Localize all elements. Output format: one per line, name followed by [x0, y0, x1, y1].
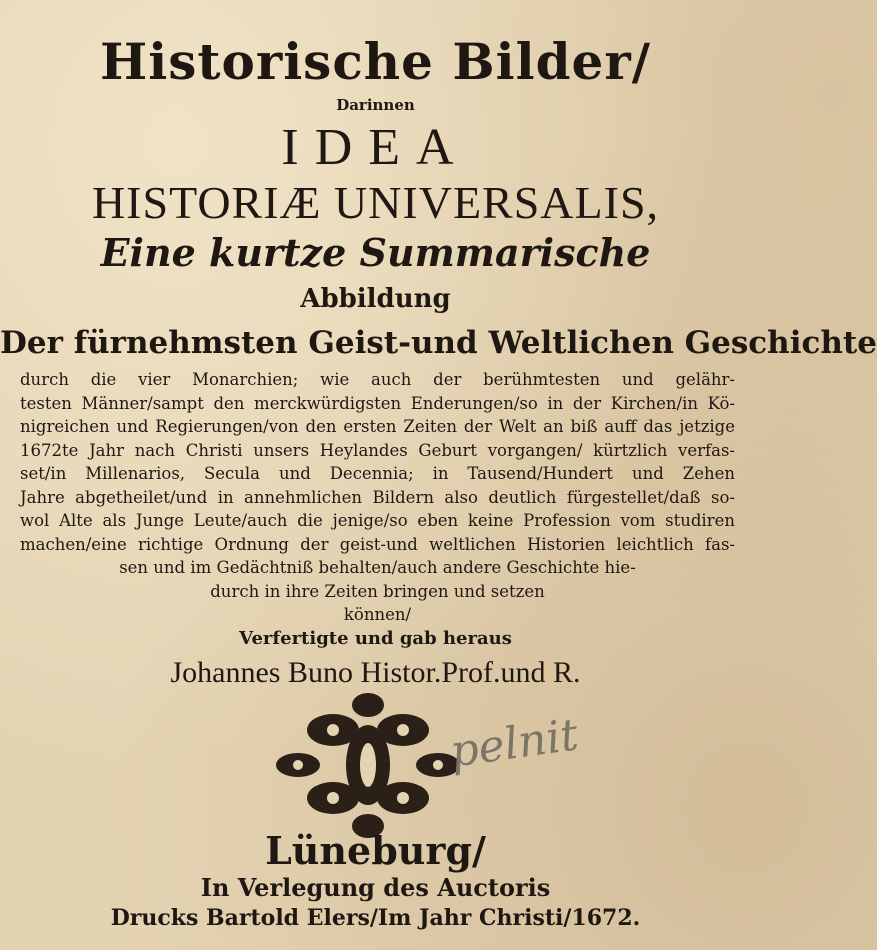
idea-heading: IDEA	[281, 119, 470, 176]
darinnen-line: Darinnen	[336, 96, 415, 114]
description-line: durch die vier Monarchien; wie auch der berühmtesten und gelähr-	[20, 370, 735, 389]
place-line: Lüneburg/	[265, 828, 486, 873]
description-line: durch in ihre Zeiten bringen und setzen	[210, 581, 545, 601]
description-line: 1672te Jahr nach Christi unsers Heylandes Geburt vorgangen/ kürtzlich verfas-	[20, 440, 735, 460]
description-line: testen Männer/sampt den merckwürdigsten Enderungen/so in der Kirchen/in Kö-	[20, 393, 735, 413]
printers-ornament	[263, 690, 473, 840]
handwritten-signature: pelnit	[447, 709, 582, 778]
description-line: wol Alte als Junge Leute/auch die jenige/so eben keine Profession vom studiren	[20, 511, 735, 530]
imprint-line: Drucks Bartold Elers/Im Jahr Christi/1672.	[110, 905, 641, 931]
description-line: set/in Millenarios, Secula und Decennia; in Tausend/Hundert und Zehen	[20, 464, 735, 483]
description-line: machen/eine richtige Ordnung der geist-und weltlichen Historien leichtlich fas-	[20, 534, 735, 554]
description-block	[20, 368, 735, 627]
description-line: nigreichen und Regierungen/von den ersten Zeiten der Welt an biß auff das jetzige	[20, 417, 735, 436]
abbildung-heading: Abbildung	[300, 284, 451, 314]
geschichte-heading: Der fürnehmsten Geist-und Weltlichen Geschichte	[0, 325, 877, 361]
verlegung-line: In Verlegung des Auctoris	[200, 873, 551, 902]
author-line: Johannes Buno Histor.Prof.und R.	[170, 656, 581, 689]
description-line: Jahre abgetheilet/und in annehmlichen Bildern also deutlich fürgestellet/daß so-	[20, 487, 735, 507]
verfertigte-line: Verfertigte und gab heraus	[239, 628, 512, 649]
historiae-universalis-heading: HISTORIÆ UNIVERSALIS,	[91, 177, 660, 228]
description-line: sen und im Gedächtniß behalten/auch andere Geschichte hie-	[119, 558, 636, 577]
description-line: können/	[343, 605, 412, 624]
main-title: Historische Bilder/	[100, 32, 651, 91]
summarische-heading: Eine kurtze Summarische	[100, 230, 651, 275]
